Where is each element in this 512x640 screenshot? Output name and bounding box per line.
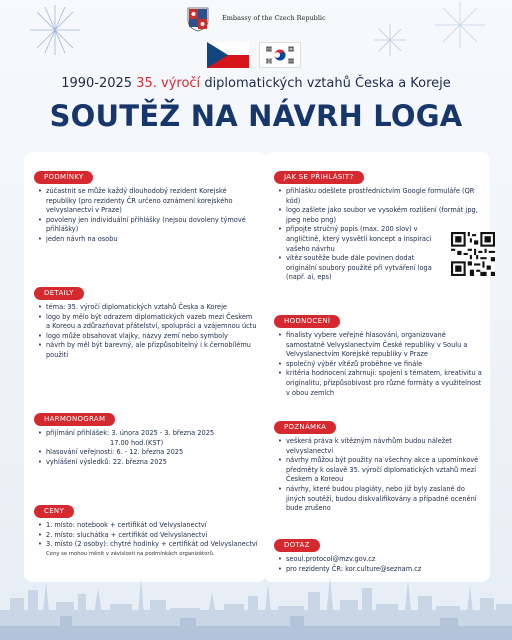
page-title: SOUTĚŽ NA NÁVRH LOGA	[49, 99, 463, 133]
conditions-list	[34, 187, 258, 245]
evaluation-title: HODNOCENÍ	[274, 315, 340, 328]
evaluation-list	[274, 331, 482, 398]
list-item: • hlasování veřejnosti: 6. - 12. března 2025	[46, 448, 258, 458]
list-item: • návrhy můžou být použity na všechny akce a upomínkové předměty k oslavě 35. výročí diplomatických vztahů mezi Českem a Koreou	[286, 456, 482, 485]
list-item: • finalisty vybere veřejné hlasování, organizované samostatně Velvyslanectvím České republiky v Soulu a Velvyslanectvím Korejské republiky v Praze	[286, 331, 482, 360]
list-item: • 3. místo (2 osoby): chytré hodinky + certifikát od Velvyslanectví	[46, 540, 258, 550]
czech-emblem-icon	[186, 6, 210, 32]
list-item: • logo zašlete jako soubor ve vysokém rozlišení (formát jpg, jpeg nebo png)	[286, 206, 486, 225]
left-card	[24, 152, 266, 582]
czech-flag-icon	[207, 42, 249, 68]
list-item: • připojte stručný popis (max. 200 slov) v angličtině, který vysvětlí koncept a inspiraci vašeho návrhu	[286, 225, 446, 254]
subtitle-highlight: 35. výročí	[136, 76, 201, 91]
list-item: • logo by mělo být odrazem diplomatických vazeb mezi Českem a Koreou a zdůrazňovat přátelství, spolupráci a vzájemnou úctu	[46, 313, 258, 332]
embassy-name: Embassy of the Czech Republic	[222, 14, 326, 22]
note-section	[274, 414, 482, 514]
schedule-title: HARMONOGRAM	[34, 413, 115, 426]
subtitle-years: 1990-2025	[61, 76, 133, 91]
flags	[0, 40, 512, 70]
apply-title: JAK SE PŘIHLÁSIT?	[274, 171, 364, 184]
list-item: • téma: 35. výročí diplomatických vztahů Česka a Koreje	[46, 303, 258, 313]
subtitle-rest: diplomatických vztahů Česka a Koreje	[204, 76, 451, 91]
prizes-list	[34, 521, 258, 550]
details-list	[34, 303, 258, 361]
conditions-section	[34, 164, 258, 245]
list-item: • jeden návrh na osobu	[46, 235, 258, 245]
contact-section	[274, 532, 482, 574]
list-item: • logo může obsahovat vlajky, názvy zemí nebo symboly	[46, 332, 258, 342]
contact-title: DOTAZ	[274, 539, 320, 552]
list-item: • přijímání přihlášek: 3. února 2025 - 3. března 2025	[46, 429, 258, 439]
korean-flag-icon	[259, 42, 301, 68]
prizes-section	[34, 498, 258, 558]
schedule-time: 17.00 hod.(KST)	[110, 438, 164, 447]
schedule-section	[34, 406, 258, 467]
qr-code-icon[interactable]	[451, 232, 495, 276]
schedule-list	[34, 429, 258, 467]
contact-email-link[interactable]: • seoul.protocol@mzv.gov.cz	[286, 555, 482, 565]
list-item: • kritéria hodnocení zahrnují: spojení s tématem, kreativitu a originalitu, přizpůsobivost pro různé formáty a využitelnost v obou zemích	[286, 369, 482, 398]
list-item: • veškerá práva k vítězným návrhům budou náležet velvyslanectví	[286, 437, 482, 456]
list-item: • vítěz soutěže bude dále povinen dodat originální soubory použité při vytváření loga (např. ai, eps)	[286, 254, 446, 283]
list-item: • zúčastnit se může každý dlouhodobý rezident Korejské republiky (pro rezidenty ČR určeno oznámení korejského velvyslanectví v Praze)	[46, 187, 258, 216]
list-item: • povoleny jen individuální přihlášky (nejsou dovoleny týmové přihlášky)	[46, 216, 258, 235]
details-section	[34, 280, 258, 361]
conditions-title: PODMÍNKY	[34, 171, 93, 184]
right-card	[264, 152, 490, 582]
note-list	[274, 437, 482, 514]
prizes-title: CENY	[34, 505, 74, 518]
list-item: • 2. místo: sluchátka + certifikát od Velvyslanectví	[46, 531, 258, 541]
list-item: • společný výběr vítězů proběhne ve finále	[286, 360, 482, 370]
list-item: • přihlášku odešlete prostřednictvím Google formuláře (QR kód)	[286, 187, 486, 206]
prizes-note: Ceny se mohou měnit v závislosti na podmínkách organizátorů.	[46, 550, 215, 557]
evaluation-section	[274, 308, 482, 398]
note-title: POZNÁMKA	[274, 421, 336, 434]
list-item: • 1. místo: notebook + certifikát od Velvyslanectví	[46, 521, 258, 531]
list-item: • návrh by měl být barevný, ale přizpůsobitelný i k černobílému použití	[46, 341, 258, 360]
city-skyline-decoration	[0, 570, 512, 640]
details-title: DETAILY	[34, 287, 84, 300]
contact-email-link[interactable]: • pro rezidenty ČR: kor.culture@seznam.cz	[286, 565, 482, 575]
list-item: • návrhy, které budou plagiáty, nebo již byly zaslané do jiných soutěží, budou diskvalifikovány a případné ocenění bude zrušeno	[286, 485, 482, 514]
header	[0, 4, 512, 34]
anniversary-subtitle	[0, 76, 512, 91]
list-item: • vyhlášení výsledků: 22. března 2025	[46, 458, 258, 468]
